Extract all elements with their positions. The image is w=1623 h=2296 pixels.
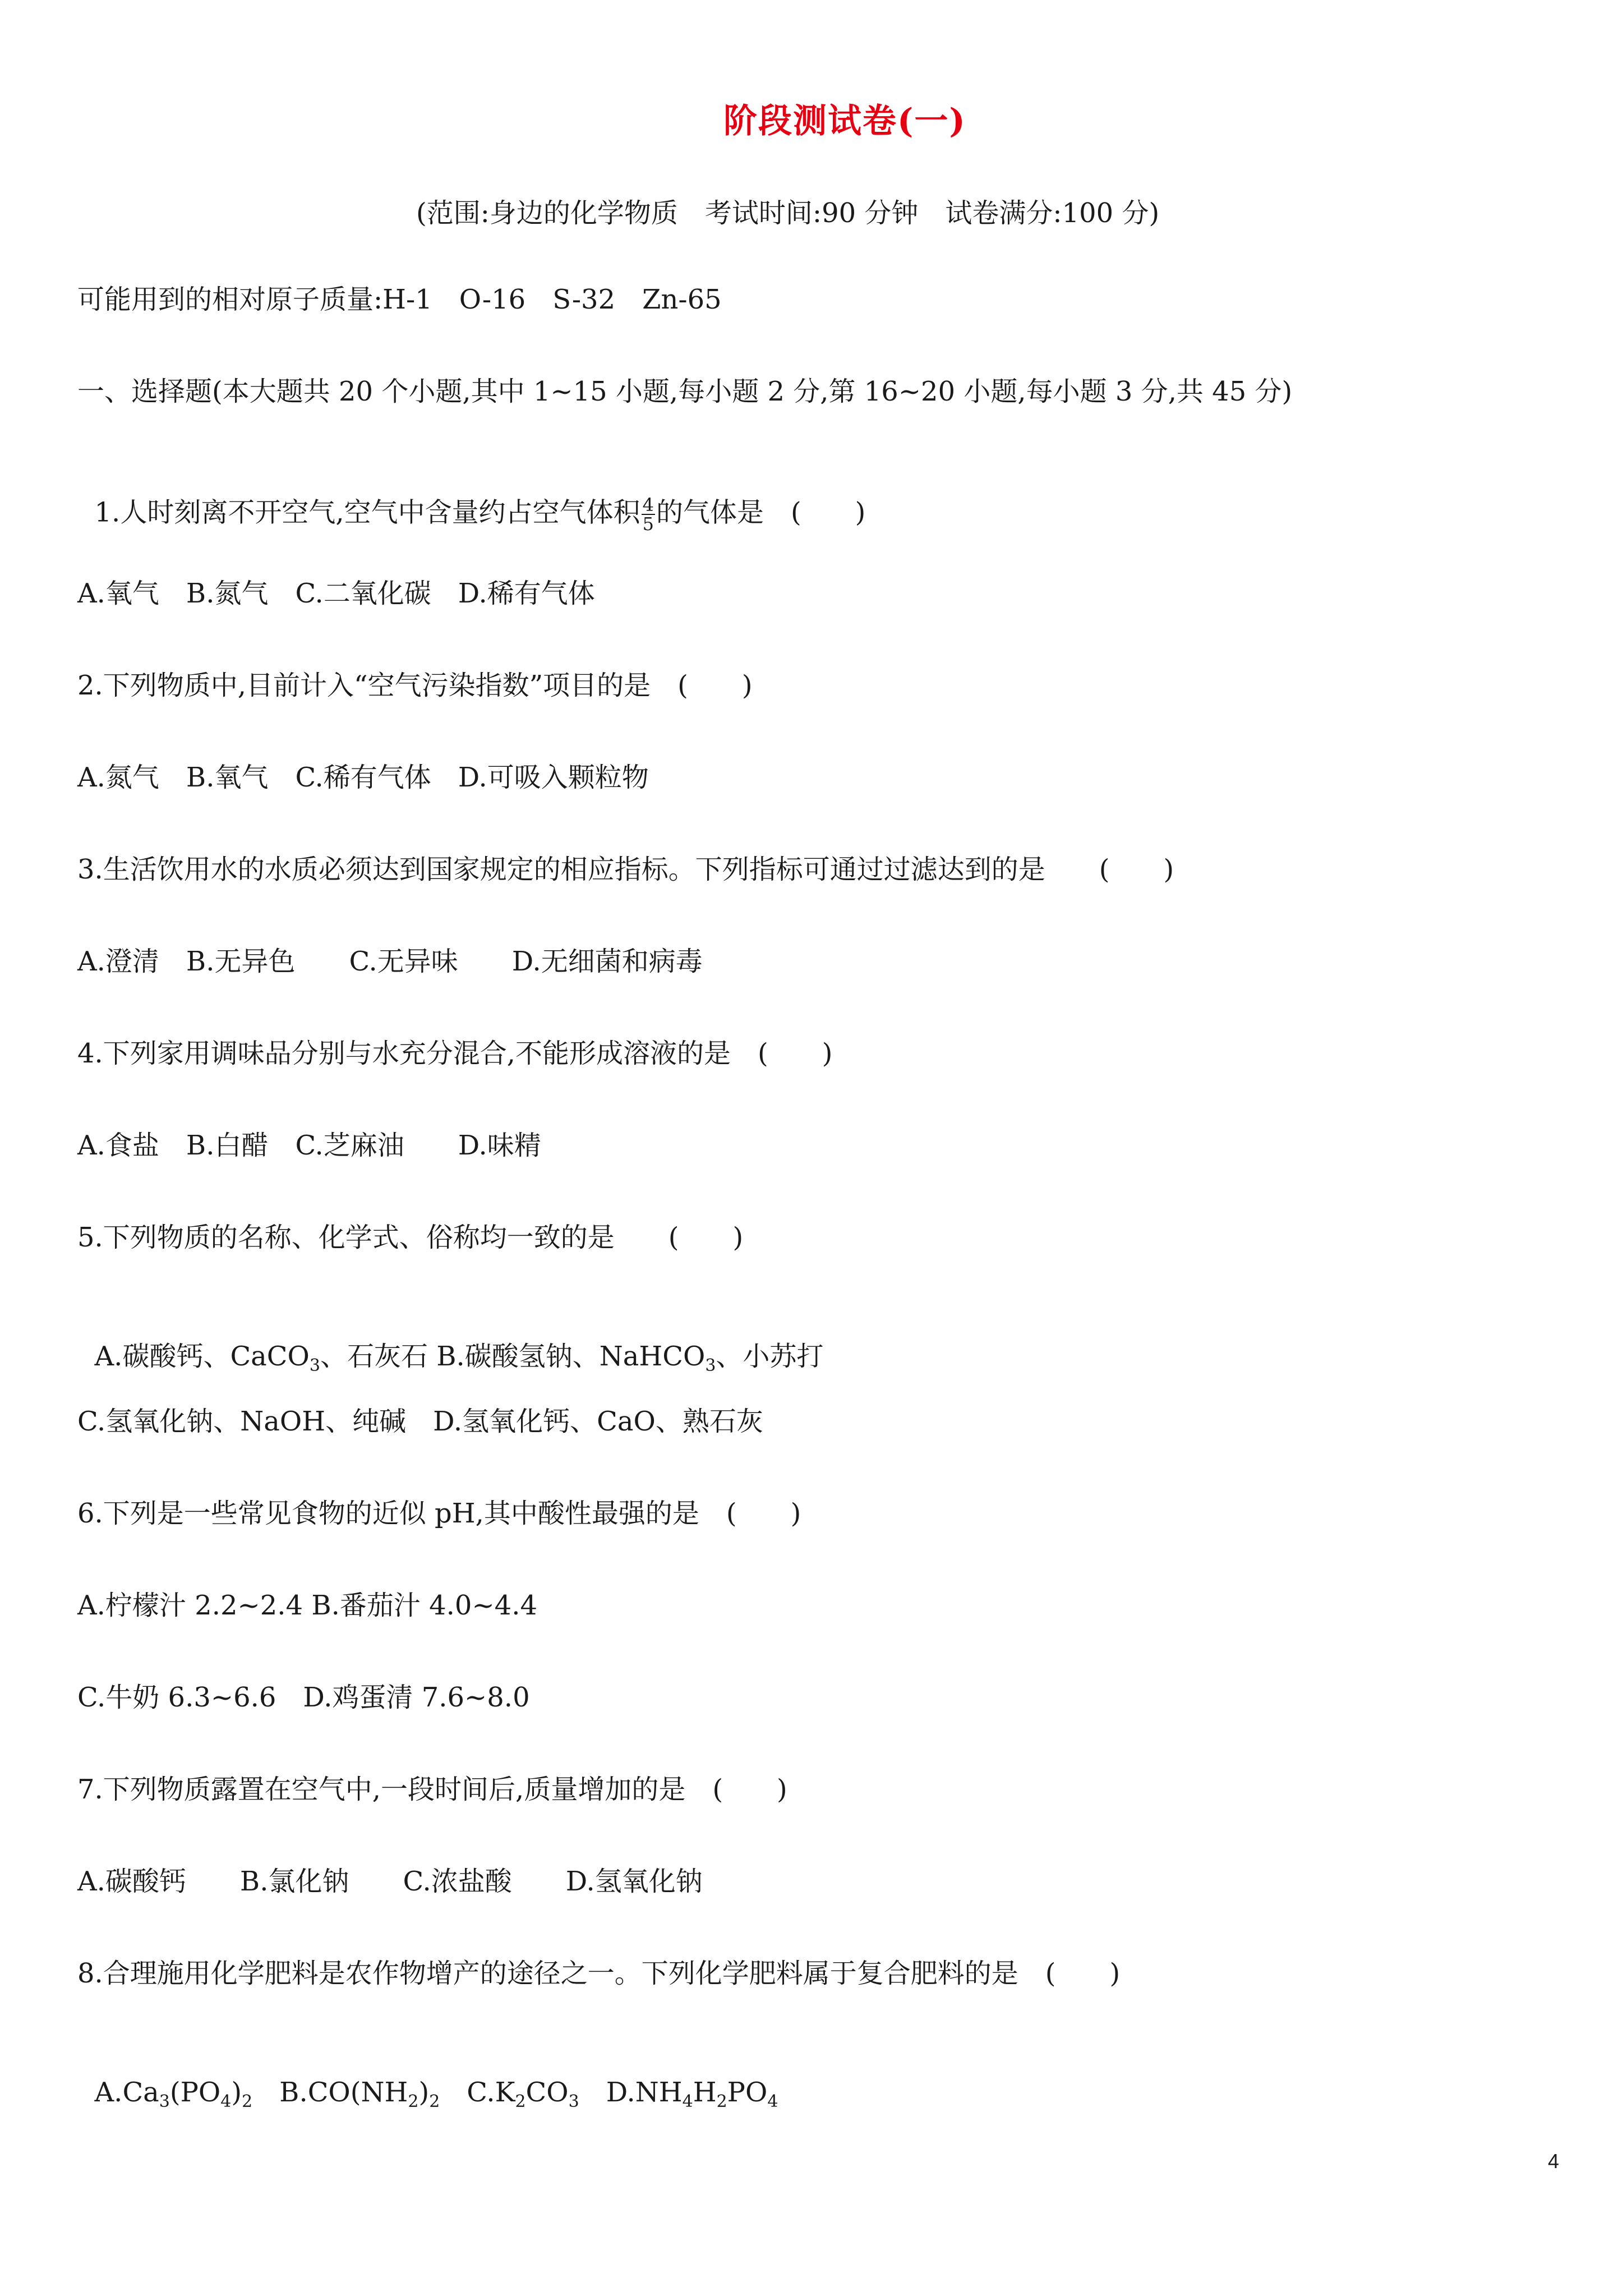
subscript: 3 bbox=[159, 2092, 170, 2111]
question-2-options: A.氮气 B.氧气 C.稀有气体 D.可吸入颗粒物 bbox=[77, 762, 649, 793]
question-1-options: A.氧气 B.氮气 C.二氧化碳 D.稀有气体 bbox=[77, 578, 595, 609]
exam-subtitle: (范围:身边的化学物质 考试时间:90 分钟 试卷满分:100 分) bbox=[416, 197, 1160, 229]
question-8-options bbox=[77, 2052, 778, 2110]
formula-text: B.CO(NH bbox=[252, 2077, 408, 2108]
question-3-options: A.澄清 B.无异色 C.无异味 D.无细菌和病毒 bbox=[77, 946, 703, 977]
question-6-stem: 6.下列是一些常见食物的近似 pH,其中酸性最强的是 ( ) bbox=[77, 1498, 801, 1529]
question-6-options-cd: C.牛奶 6.3~6.6 D.鸡蛋清 7.6~8.0 bbox=[77, 1682, 530, 1713]
question-2-stem: 2.下列物质中,目前计入“空气污染指数”项目的是 ( ) bbox=[77, 670, 753, 701]
subscript: 4 bbox=[767, 2092, 778, 2111]
question-1-stem bbox=[77, 469, 865, 533]
question-7-stem: 7.下列物质露置在空气中,一段时间后,质量增加的是 ( ) bbox=[77, 1774, 787, 1805]
question-5-options-cd: C.氢氧化钠、NaOH、纯碱 D.氢氧化钙、CaO、熟石灰 bbox=[77, 1406, 763, 1437]
formula-text: ) bbox=[418, 2077, 430, 2108]
subscript: 2 bbox=[515, 2092, 526, 2111]
subscript: 2 bbox=[716, 2092, 727, 2111]
formula-text: PO bbox=[727, 2077, 768, 2108]
subscript: 3 bbox=[568, 2092, 579, 2111]
question-8-stem: 8.合理施用化学肥料是农作物增产的途径之一。下列化学肥料属于复合肥料的是 ( ) bbox=[77, 1958, 1121, 1989]
page-title: 阶段测试卷(一) bbox=[723, 102, 966, 141]
atomic-masses: 可能用到的相对原子质量:H-1 O-16 S-32 Zn-65 bbox=[77, 284, 722, 315]
question-7-options: A.碳酸钙 B.氯化钠 C.浓盐酸 D.氢氧化钠 bbox=[77, 1866, 703, 1897]
formula-text: ) bbox=[231, 2077, 242, 2108]
subscript: 2 bbox=[429, 2092, 440, 2111]
section-heading: 一、选择题(本大题共 20 个小题,其中 1~15 小题,每小题 2 分,第 16~20 小题,每小题 3 分,共 45 分) bbox=[77, 376, 1293, 407]
question-4-stem: 4.下列家用调味品分别与水充分混合,不能形成溶液的是 ( ) bbox=[77, 1038, 833, 1069]
question-1-text-before: 1.人时刻离不开空气,空气中含量约占空气体积 bbox=[94, 496, 640, 528]
formula-text: C.K bbox=[440, 2077, 515, 2108]
question-5-stem: 5.下列物质的名称、化学式、俗称均一致的是 ( ) bbox=[77, 1222, 744, 1253]
question-5-options-ab bbox=[77, 1316, 823, 1374]
subscript: 3 bbox=[705, 1356, 716, 1375]
option-text: 、石灰石 B.碳酸氢钠、NaHCO bbox=[320, 1341, 706, 1372]
question-3-stem: 3.生活饮用水的水质必须达到国家规定的相应指标。下列指标可通过过滤达到的是 ( ) bbox=[77, 854, 1174, 885]
option-text: A.碳酸钙、CaCO bbox=[94, 1341, 310, 1372]
question-4-options: A.食盐 B.白醋 C.芝麻油 D.味精 bbox=[77, 1130, 541, 1161]
formula-text: CO bbox=[525, 2077, 569, 2108]
fraction-denominator: 5 bbox=[642, 513, 654, 535]
fraction-numerator: 4 bbox=[642, 494, 654, 516]
option-text: 、小苏打 bbox=[716, 1341, 824, 1372]
subscript: 3 bbox=[309, 1356, 320, 1375]
fraction bbox=[642, 496, 655, 533]
formula-text: (PO bbox=[169, 2077, 221, 2108]
formula-text: H bbox=[693, 2077, 717, 2108]
subscript: 2 bbox=[242, 2092, 253, 2111]
formula-text: D.NH bbox=[579, 2077, 683, 2108]
subscript: 4 bbox=[682, 2092, 693, 2111]
page-number: 4 bbox=[1548, 2150, 1560, 2173]
subscript: 2 bbox=[408, 2092, 419, 2111]
subscript: 4 bbox=[220, 2092, 232, 2111]
question-1-text-after: 的气体是 ( ) bbox=[656, 496, 866, 528]
question-6-options-ab: A.柠檬汁 2.2~2.4 B.番茄汁 4.0~4.4 bbox=[77, 1590, 538, 1621]
formula-text: A.Ca bbox=[94, 2077, 159, 2108]
